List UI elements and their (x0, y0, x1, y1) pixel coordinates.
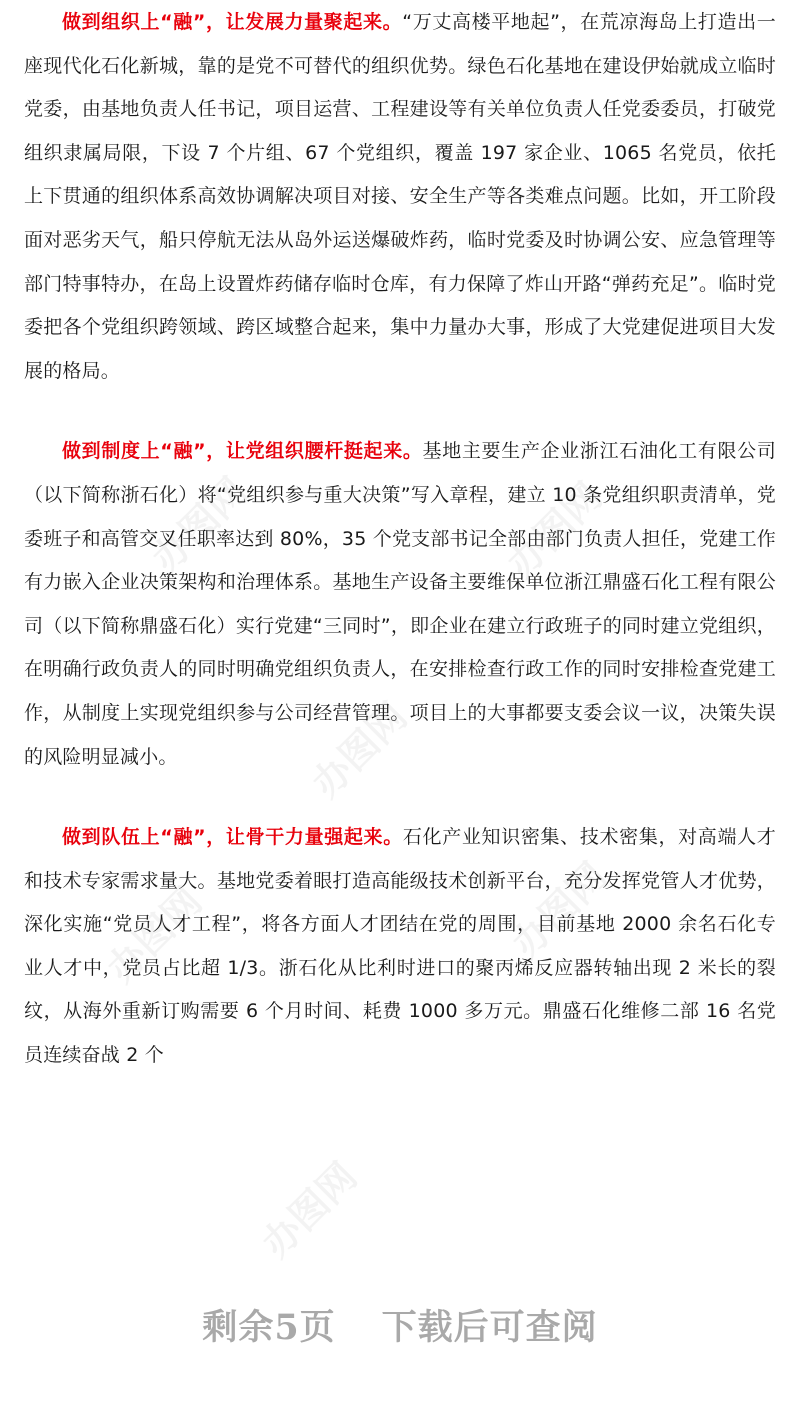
paragraph-lead-heading: 做到组织上“融”，让发展力量聚起来。 (62, 11, 403, 33)
paragraph-text: 基地主要生产企业浙江石油化工有限公司（以下简称浙石化）将“党组织参与重大决策”写入章程，建立 10 条党组织职责清单，党委班子和高管交叉任职率达到 80%，35 个党支部书记全部由部门负责人担任，党建工作有力嵌入企业决策架构和治理体系。基地生产设备主要维保单位浙江鼎盛石化工程有限公司（以下简称鼎盛石化）实行党建“三同时”，即企业在建立行政班子的同时建立党组织，在明确行政负责人的同时明确党组织负责人，在安排检查行政工作的同时安排检查党建工作，从制度上实现党组织参与公司经营管理。项目上的大事都要支委会议一议，决策失误的风险明显减小。 (24, 440, 776, 768)
paragraph-team (24, 816, 776, 1078)
watermark: 办图网 (498, 474, 611, 586)
paragraph-lead-heading: 做到制度上“融”，让党组织腰杆挺起来。 (62, 440, 423, 463)
document-body (24, 0, 776, 1078)
paragraph-lead-heading: 做到队伍上“融”，让骨干力量强起来。 (62, 826, 403, 849)
watermark: 办图网 (98, 879, 211, 991)
paragraph-organization (24, 0, 776, 393)
paragraph-text: 石化产业知识密集、技术密集，对高端人才和技术专家需求量大。基地党委着眼打造高能级技术创新平台，充分发挥党管人才优势，深化实施“党员人才工程”，将各方面人才团结在党的周围，目前基地 2000 余名石化专业人才中，党员占比超 1/3。浙石化从比利时进口的聚丙烯反应器转轴出现 2 米长的裂纹，从海外重新订购需要 6 个月时间、耗费 1000 多万元。鼎盛石化维修二部 16 名党员连续奋战 2 个 (24, 826, 776, 1067)
watermark: 办图网 (503, 854, 616, 966)
paragraph-system (24, 430, 776, 779)
remaining-pages-label: 剩余5页 (202, 1307, 336, 1348)
download-prompt-banner[interactable] (0, 1300, 800, 1350)
paragraph-text: “万丈高楼平地起”，在荒凉海岛上打造出一座现代化石化新城，靠的是党不可替代的组织优势。绿色石化基地在建设伊始就成立临时党委，由基地负责人任书记，项目运营、工程建设等有关单位负责人任党委委员，打破党组织隶属局限，下设 7 个片组、67 个党组织，覆盖 197 家企业、1065 名党员，依托上下贯通的组织体系高效协调解决项目对接、安全生产等各类难点问题。比如，开工阶段面对恶劣天气，船只停航无法从岛外运送爆破炸药，临时党委及时协调公安、应急管理等部门特事特办，在岛上设置炸药储存临时仓库，有力保障了炸山开路“弹药充足”。临时党委把各个党组织跨领域、跨区域整合起来，集中力量办大事，形成了大党建促进项目大发展的格局。 (24, 11, 776, 382)
watermark: 办图网 (143, 469, 256, 581)
watermark: 办图网 (303, 694, 416, 806)
watermark: 办图网 (253, 1154, 366, 1266)
download-to-view-label: 下载后可查阅 (381, 1307, 598, 1348)
